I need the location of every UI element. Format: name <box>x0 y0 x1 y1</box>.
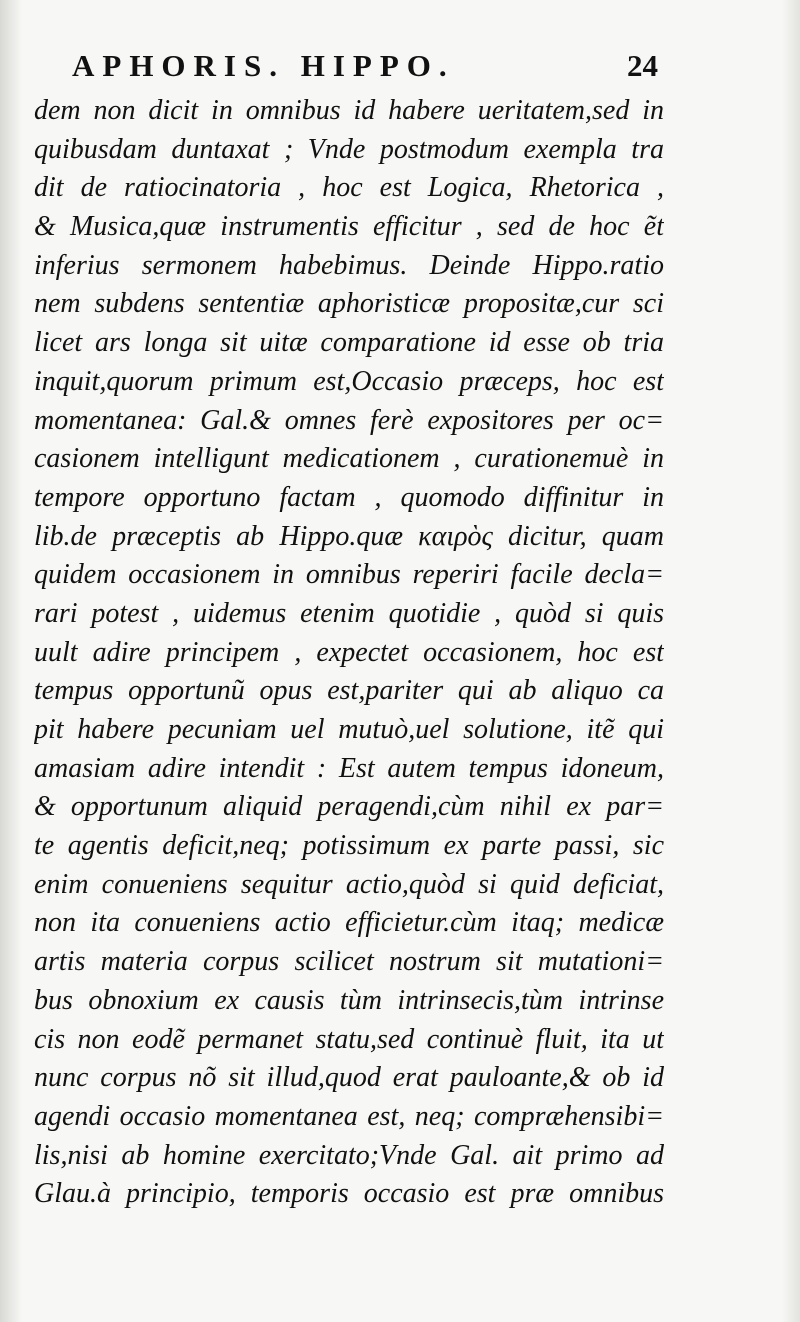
text-line: momentanea: Gal.& omnes ferè expositores per oc= <box>34 404 664 436</box>
body-text <box>34 92 664 1214</box>
text-line: dem non dicit in omnibus id habere ueritatem,sed in <box>34 95 664 126</box>
text-line: licet ars longa sit uitæ comparatione id esse ob tria <box>34 327 664 359</box>
text-line: Glau.à principio, temporis occasio est præ omnibus <box>34 1178 664 1210</box>
text-line: nunc corpus nõ sit illud,quod erat pauloante,& ob id <box>34 1062 664 1094</box>
text-line: inquit,quorum primum est,Occasio præceps, hoc est <box>34 365 664 397</box>
page-number: 24 <box>627 48 658 83</box>
text-line: te agentis deficit,neq; potissimum ex parte passi, sic <box>34 830 664 862</box>
text-line: inferius sermonem habebimus. Deinde Hippo.ratio <box>34 249 664 281</box>
text-line: rari potest , uidemus etenim quotidie , quòd si quis <box>34 597 664 629</box>
text-line: enim conueniens sequitur actio,quòd si quid deficiat, <box>34 868 664 900</box>
text-line: quibusdam duntaxat ; Vnde postmodum exempla tra <box>34 133 664 165</box>
text-line: dit de ratiocinatoria , hoc est Logica, Rhetorica , <box>34 172 664 204</box>
text-line: amasiam adire intendit : Est autem tempus idoneum, <box>34 752 664 784</box>
text-line: pit habere pecuniam uel mutuò,uel solutione, itẽ qui <box>34 714 664 745</box>
text-line: bus obnoxium ex causis tùm intrinsecis,tùm intrinse <box>34 984 664 1016</box>
text-line: & opportunum aliquid peragendi,cùm nihil ex par= <box>34 791 664 823</box>
text-line: & Musica,quæ instrumentis efficitur , sed de hoc ẽt <box>34 211 664 243</box>
text-line: non ita conueniens actio efficietur.cùm itaq; medicæ <box>34 907 664 939</box>
text-line: artis materia corpus scilicet nostrum sit mutationi= <box>34 946 664 978</box>
text-line: cis non eodẽ permanet statu,sed continuè fluit, ita ut <box>34 1023 664 1055</box>
text-line: uult adire principem , expectet occasionem, hoc est <box>34 636 664 668</box>
running-head: APHORIS. HIPPO. <box>72 48 455 83</box>
text-line: casionem intelligunt medicationem , curationemuè in <box>34 443 664 475</box>
text-line: tempore opportuno factam , quomodo diffinitur in <box>34 481 664 513</box>
text-line: tempus opportunũ opus est,pariter qui ab aliquo ca <box>34 675 664 707</box>
page-header <box>72 48 658 98</box>
text-line: nem subdens sententiæ aphoristicæ propositæ,cur sci <box>34 288 664 320</box>
text-line: agendi occasio momentanea est, neq; compræhensibi= <box>34 1100 664 1132</box>
text-line: lib.de præceptis ab Hippo.quæ καιρὸς dicitur, quam <box>34 520 664 552</box>
text-line: quidem occasionem in omnibus reperiri facile decla= <box>34 559 664 591</box>
text-line: lis,nisi ab homine exercitato;Vnde Gal. ait primo ad <box>34 1139 664 1171</box>
